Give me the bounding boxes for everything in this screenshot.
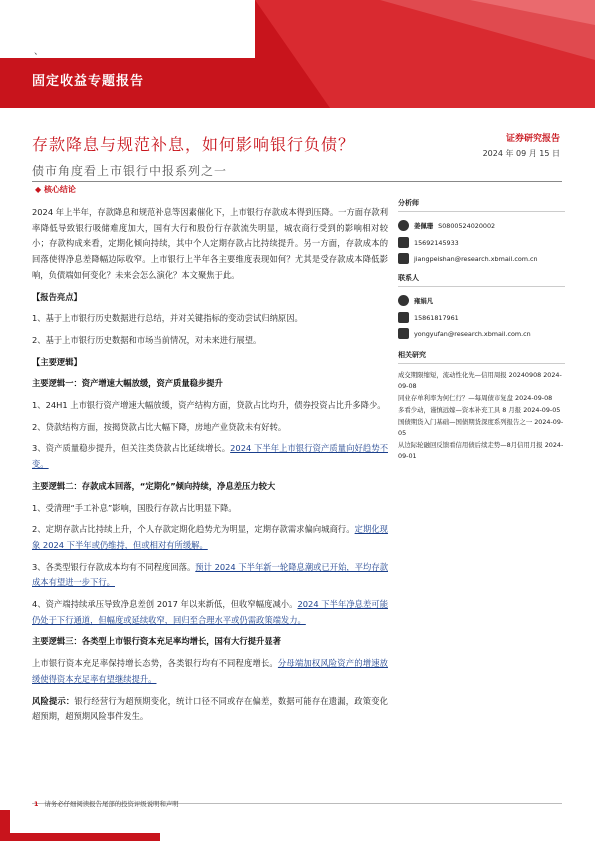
analyst-email-row	[398, 252, 565, 265]
header-band	[0, 0, 595, 108]
intro-paragraph: 2024 年上半年，存款降息和规范补息等因素催化下，上市银行存款成本得到压降。一方面存款利率降低导致银行吸储难度加大，国有大行和股份行存款流失明显，城农商行受到的影响相对较小；存款构成来看，定期化倾向持续，其中个人定期存款占比持续提升。另一方面，存款成本的回落使得净息差降幅边际收窄。上市银行上半年各主要维度表现如何？尤其是受存款成本降低影响，负债端如何变化？未来会怎么演化？本文聚焦于此。	[32, 207, 388, 280]
related-report[interactable]: 国债期货入门基础—国债期货深度系列报告之一 2024-09-05	[398, 418, 564, 437]
related-report[interactable]: 从边际轮融回反馈看信用债后续走势—8月信用月报 2024-09-01	[398, 441, 564, 460]
logic3-title: 主要逻辑三：各类型上市银行资本充足率均增长，国有大行提升显著	[32, 636, 281, 647]
contact-email-row	[398, 327, 565, 340]
core-conclusion-header: ◆ 核心结论	[35, 185, 76, 194]
contact-phone: 15861817961	[414, 313, 459, 322]
logic1-item3-outlook: 2024 下半年上市银行资产质量向好趋势不变。	[32, 443, 388, 470]
analyst-heading: 分析师	[398, 196, 565, 212]
logic2-item4: 4、资产端持续承压导致净息差创 2017 年以来新低，但收窄幅度减小。2024 下半年净息差可能仍处于下行通道，但幅度或延续收窄，回归至合理水平或仍需政策端发力。	[32, 599, 388, 625]
highlight-item: 1、基于上市银行历史数据进行总结，并对关键指标的变动尝试归纳原因。	[32, 313, 303, 324]
analyst-email[interactable]: jiangpeishan@research.xbmail.com.cn	[414, 254, 538, 263]
brand-label: 证券研究报告	[505, 134, 560, 144]
corner-bar-horizontal	[0, 833, 160, 841]
title-rule	[32, 181, 562, 182]
analyst-id: S0800524020002	[438, 221, 496, 230]
related-heading: 相关研究	[398, 348, 565, 364]
phone-icon	[398, 312, 409, 323]
logic2-item2-outlook: 定期化现象 2024 下半年或仍维持，但或相对有所缓解。	[32, 524, 388, 550]
sidebar	[398, 196, 565, 463]
analyst-phone-row	[398, 236, 565, 249]
risk-warning: 风险提示：银行经营行为超预期变化，统计口径不同或存在偏差，数据可能存在遗漏，政策变化超预期，超预期风险事件发生。	[32, 695, 388, 722]
logic2-item4-outlook: 2024 下半年净息差可能仍处于下行通道，但幅度或延续收窄，回归至合理水平或仍需政策端发力。	[32, 599, 388, 625]
related-report[interactable]: 同业存单利率为何仁行？—每周债市复盘 2024-09-08	[398, 394, 553, 402]
report-date: 2024 年 09 月 15 日	[482, 149, 560, 158]
analyst-name: 姜佩珊	[414, 222, 434, 230]
analyst-phone: 15692145933	[414, 238, 459, 247]
logic3-text: 上市银行资本充足率保持增长态势，各类银行均有不同程度增长。分母端加权风险资产的增速放缓使得资本充足率有望继续提升。	[32, 658, 388, 684]
main-logic-title: 【主要逻辑】	[32, 356, 82, 367]
logic3-outlook: 分母端加权风险资产的增速放缓使得资本充足率有望继续提升。	[32, 658, 388, 684]
logic2-item3-outlook: 预计 2024 下半年新一轮降息潮或已开始，平均存款成本有望进一步下行。	[32, 561, 388, 588]
contact-heading: 联系人	[398, 271, 565, 287]
header-tick: 、	[34, 47, 44, 57]
logic2-title: 主要逻辑二：存款成本回落，“定期化”倾向持续，净息差压力较大	[32, 480, 276, 491]
footer	[34, 799, 179, 808]
highlight-item: 2、基于上市银行历史数据和市场当前情况，对未来进行展望。	[32, 334, 262, 345]
logic2-item2: 2、定期存款占比持续上升，个人存款定期化趋势尤为明显，定期存款需求偏向城商行。定期化现象 2024 下半年或仍维持，但或相对有所缓解。	[32, 524, 388, 550]
diamond-icon: ◆	[35, 185, 44, 194]
mail-icon	[398, 253, 409, 264]
contact-email[interactable]: yongyufan@research.xbmail.com.cn	[414, 329, 531, 338]
report-type: 固定收益专题报告	[32, 74, 145, 89]
contact-name: 雍娟凡	[414, 297, 434, 305]
related-report[interactable]: 多看少动，谨慎远嫁—资本补充工具 8 月报 2024-09-05	[398, 406, 561, 414]
page-number: 1	[34, 800, 39, 808]
phone-icon	[398, 237, 409, 248]
person-icon	[398, 295, 409, 306]
person-icon	[398, 220, 409, 231]
mail-icon	[398, 328, 409, 339]
report-subtitle: 债市角度看上市银行中报系列之一	[32, 164, 228, 178]
contact-row	[398, 293, 565, 308]
main-content	[32, 205, 388, 725]
highlights-title: 【报告亮点】	[32, 291, 82, 302]
related-report[interactable]: 成交期限缩短，流动性化先—信用周报 20240908 2024-09-08	[398, 371, 562, 390]
analyst-row	[398, 218, 565, 233]
logic2-item1: 1、受清理“手工补息”影响，国股行存款占比明显下降。	[32, 502, 237, 513]
report-title: 存款降息与规范补息，如何影响银行负债？	[32, 135, 356, 154]
footer-disclaimer: 请务必仔细阅读报告尾部的投资评级说明和声明	[44, 800, 179, 808]
logic1-item3: 3、资产质量稳步提升，但关注类贷款占比延续增长。2024 下半年上市银行资产质量向好趋势不变。	[32, 443, 388, 470]
contact-phone-row	[398, 311, 565, 324]
logic1-title: 主要逻辑一：资产增速大幅放缓，资产质量稳步提升	[32, 378, 223, 389]
logic2-item3: 3、各类型银行存款成本均有不同程度回落。预计 2024 下半年新一轮降息潮或已开始，平均存款成本有望进一步下行。	[32, 561, 388, 588]
logic1-item: 1、24H1 上市银行资产增速大幅放缓，资产结构方面，贷款占比均升，债券投资占比升多降少。	[32, 400, 386, 411]
logic1-item: 2、贷款结构方面，按揭贷款占比大幅下降，房地产业贷款未有好转。	[32, 421, 287, 432]
